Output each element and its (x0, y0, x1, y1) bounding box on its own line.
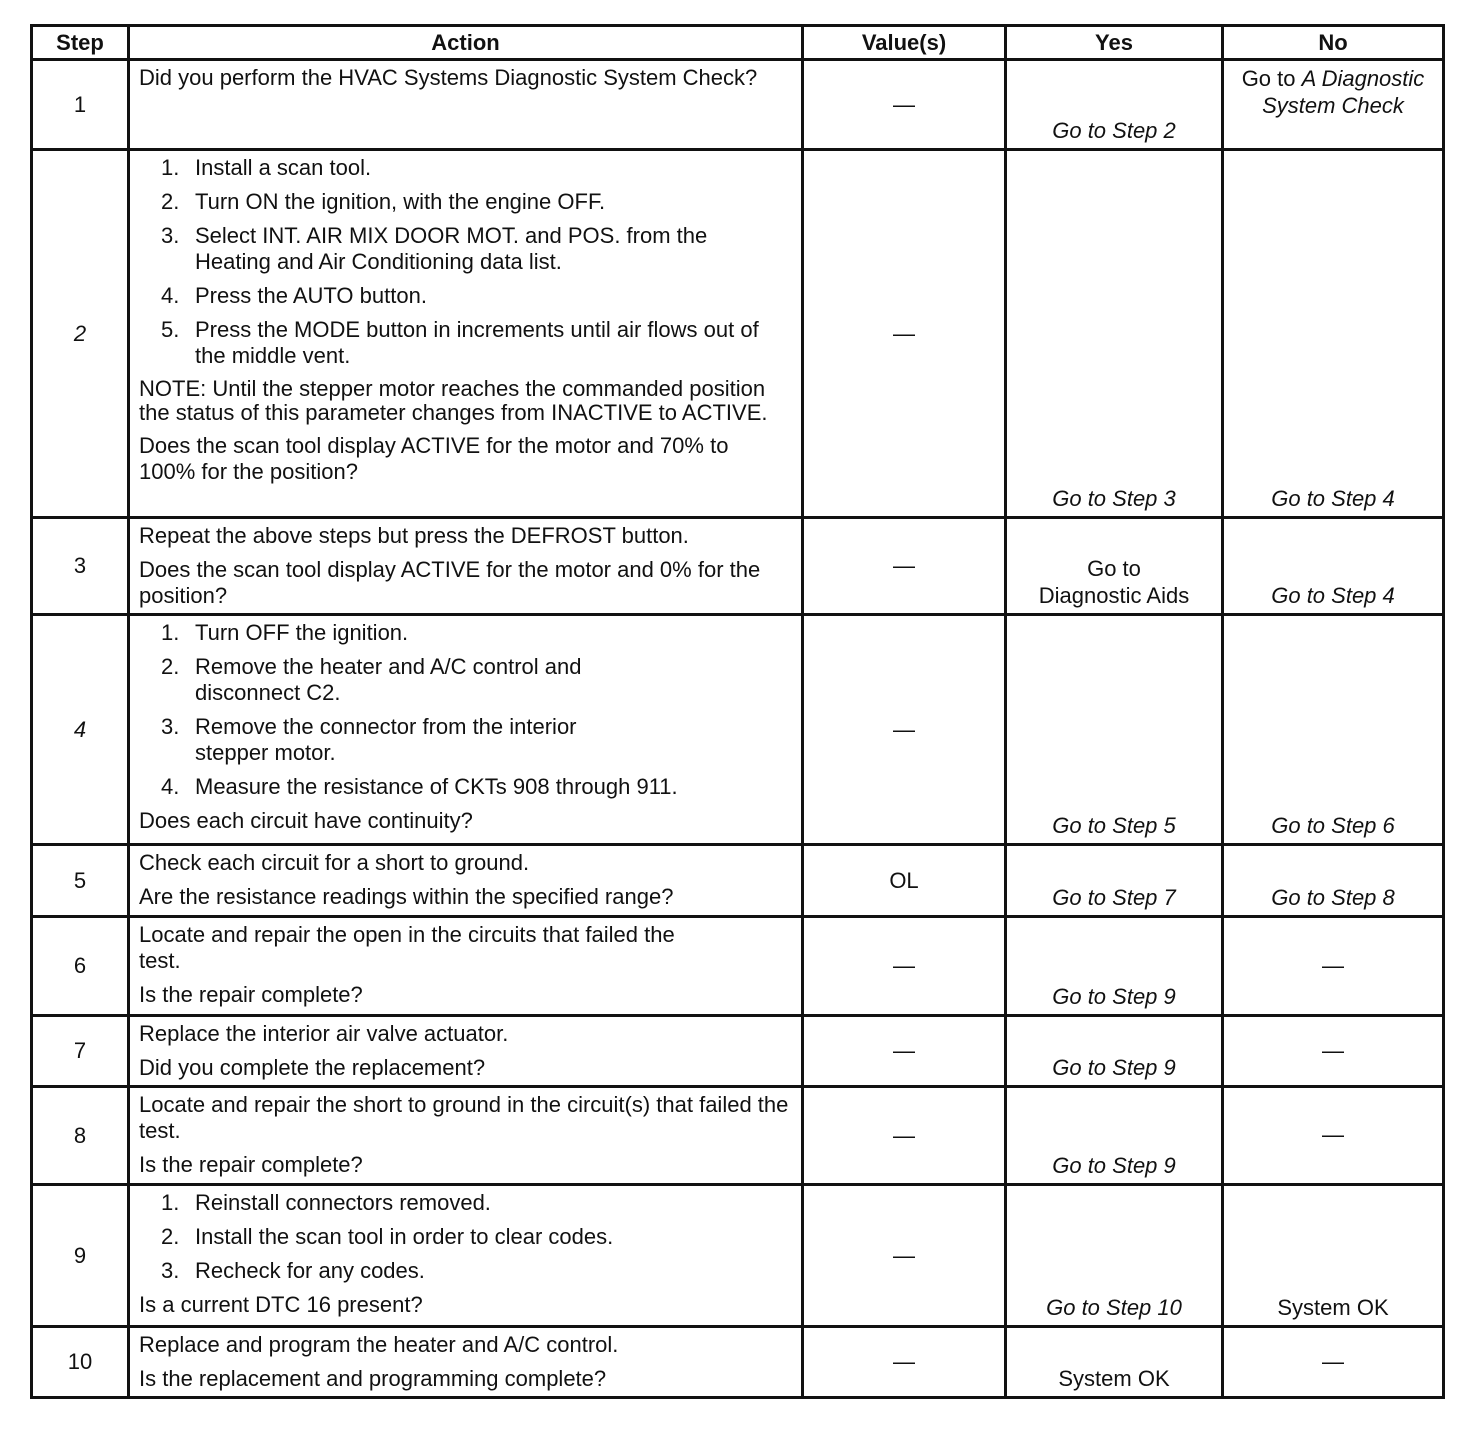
yes-cell: Go to Step 9 (1006, 1087, 1223, 1185)
action-note: NOTE: Until the stepper motor reaches the commanded position the status of this parameter changes from INACTIVE to ACTIVE. (139, 376, 768, 425)
action-question: Is the repair complete? (139, 982, 363, 1007)
value-cell: — (803, 518, 1006, 615)
action-question: Does the scan tool display ACTIVE for the motor and 70% to 100% for the position? (139, 433, 729, 484)
action-cell (129, 1185, 803, 1327)
action-step: 1. Install a scan tool. (161, 155, 372, 180)
value-cell: — (803, 615, 1006, 845)
action-step: 2. Remove the heater and A/C control and disconnect C2. (161, 654, 582, 705)
no-cell: Go to Step 4 (1223, 518, 1444, 615)
action-text: Check each circuit for a short to ground. (139, 850, 530, 875)
action-cell (129, 917, 803, 1016)
header-values: Value(s) (803, 26, 1006, 60)
yes-cell: Go to Step 3 (1006, 150, 1223, 518)
action-step: 3. Recheck for any codes. (161, 1258, 425, 1283)
table-row (32, 60, 1444, 150)
action-question: Does the scan tool display ACTIVE for the motor and 0% for the position? (139, 557, 761, 608)
action-step: 1. Turn OFF the ignition. (161, 620, 409, 645)
yes-cell: Go to Step 9 (1006, 1016, 1223, 1087)
table-row (32, 917, 1444, 1016)
action-step-list (139, 155, 789, 369)
action-question: Are the resistance readings within the specified range? (139, 884, 674, 909)
action-text: Locate and repair the short to ground in the circuit(s) that failed the test. (139, 1092, 789, 1143)
table-row (32, 845, 1444, 917)
no-text: Go to (1241, 66, 1302, 91)
action-step-list (139, 1190, 789, 1284)
yes-cell: Go to Step 5 (1006, 615, 1223, 845)
action-cell (129, 60, 803, 150)
step-number: 7 (32, 1016, 129, 1087)
table-row (32, 518, 1444, 615)
action-text: Replace the interior air valve actuator. (139, 1021, 509, 1046)
table-row (32, 1087, 1444, 1185)
yes-cell (1006, 518, 1223, 615)
table-row (32, 1185, 1444, 1327)
value-cell: — (803, 1087, 1006, 1185)
no-cell: — (1223, 1327, 1444, 1398)
no-cell: — (1223, 1016, 1444, 1087)
action-text: Locate and repair the open in the circuits that failed the test. (139, 922, 675, 973)
action-step: 2. Install the scan tool in order to clear codes. (161, 1224, 614, 1249)
no-cell (1223, 60, 1444, 150)
no-cell: Go to Step 4 (1223, 150, 1444, 518)
action-step: 2. Turn ON the ignition, with the engine OFF. (161, 189, 606, 214)
no-cell: — (1223, 917, 1444, 1016)
yes-line: Go to (1087, 556, 1141, 581)
action-cell (129, 150, 803, 518)
action-cell (129, 1087, 803, 1185)
header-row (32, 26, 1444, 60)
action-step-list (139, 620, 789, 800)
no-cell: Go to Step 6 (1223, 615, 1444, 845)
action-text: Did you perform the HVAC Systems Diagnostic System Check? (139, 65, 758, 90)
action-step: 3. Remove the connector from the interior stepper motor. (161, 714, 577, 765)
value-cell: — (803, 917, 1006, 1016)
step-number: 9 (32, 1185, 129, 1327)
table-row (32, 150, 1444, 518)
step-number: 4 (32, 615, 129, 845)
header-step: Step (32, 26, 129, 60)
header-no: No (1223, 26, 1444, 60)
action-question: Does each circuit have continuity? (139, 808, 473, 833)
action-question: Is a current DTC 16 present? (139, 1292, 423, 1317)
no-cell: Go to Step 8 (1223, 845, 1444, 917)
yes-cell: Go to Step 2 (1006, 60, 1223, 150)
action-step: 3. Select INT. AIR MIX DOOR MOT. and POS. from the Heating and Air Conditioning data list. (161, 223, 708, 274)
step-number: 2 (32, 150, 129, 518)
action-cell (129, 615, 803, 845)
step-number: 3 (32, 518, 129, 615)
table-row (32, 1327, 1444, 1398)
step-number: 10 (32, 1327, 129, 1398)
value-cell: — (803, 1327, 1006, 1398)
yes-cell: Go to Step 10 (1006, 1185, 1223, 1327)
header-action: Action (129, 26, 803, 60)
action-step: 4. Press the AUTO button. (161, 283, 427, 308)
diagnostic-table (30, 24, 1445, 1399)
yes-cell: System OK (1006, 1327, 1223, 1398)
value-cell: — (803, 1185, 1006, 1327)
action-text: Repeat the above steps but press the DEFROST button. (139, 523, 689, 548)
yes-line: Diagnostic Aids (1038, 583, 1190, 608)
no-link-text: A Diagnostic System Check (1262, 66, 1425, 118)
action-cell (129, 1016, 803, 1087)
action-cell (129, 845, 803, 917)
action-cell (129, 518, 803, 615)
step-number: 8 (32, 1087, 129, 1185)
step-number: 6 (32, 917, 129, 1016)
no-cell: — (1223, 1087, 1444, 1185)
action-step: 4. Measure the resistance of CKTs 908 through 911. (161, 774, 678, 799)
action-question: Did you complete the replacement? (139, 1055, 486, 1080)
action-step: 5. Press the MODE button in increments until air flows out of the middle vent. (161, 317, 759, 368)
value-cell: OL (803, 845, 1006, 917)
header-yes: Yes (1006, 26, 1223, 60)
action-text: Replace and program the heater and A/C control. (139, 1332, 619, 1357)
action-question: Is the repair complete? (139, 1152, 363, 1177)
value-cell: — (803, 1016, 1006, 1087)
value-cell: — (803, 150, 1006, 518)
table-row (32, 1016, 1444, 1087)
action-step: 1. Reinstall connectors removed. (161, 1190, 491, 1215)
action-question: Is the replacement and programming complete? (139, 1366, 607, 1391)
yes-cell: Go to Step 7 (1006, 845, 1223, 917)
table-row (32, 615, 1444, 845)
step-number: 5 (32, 845, 129, 917)
step-number: 1 (32, 60, 129, 150)
action-cell (129, 1327, 803, 1398)
yes-cell: Go to Step 9 (1006, 917, 1223, 1016)
no-cell: System OK (1223, 1185, 1444, 1327)
value-cell: — (803, 60, 1006, 150)
